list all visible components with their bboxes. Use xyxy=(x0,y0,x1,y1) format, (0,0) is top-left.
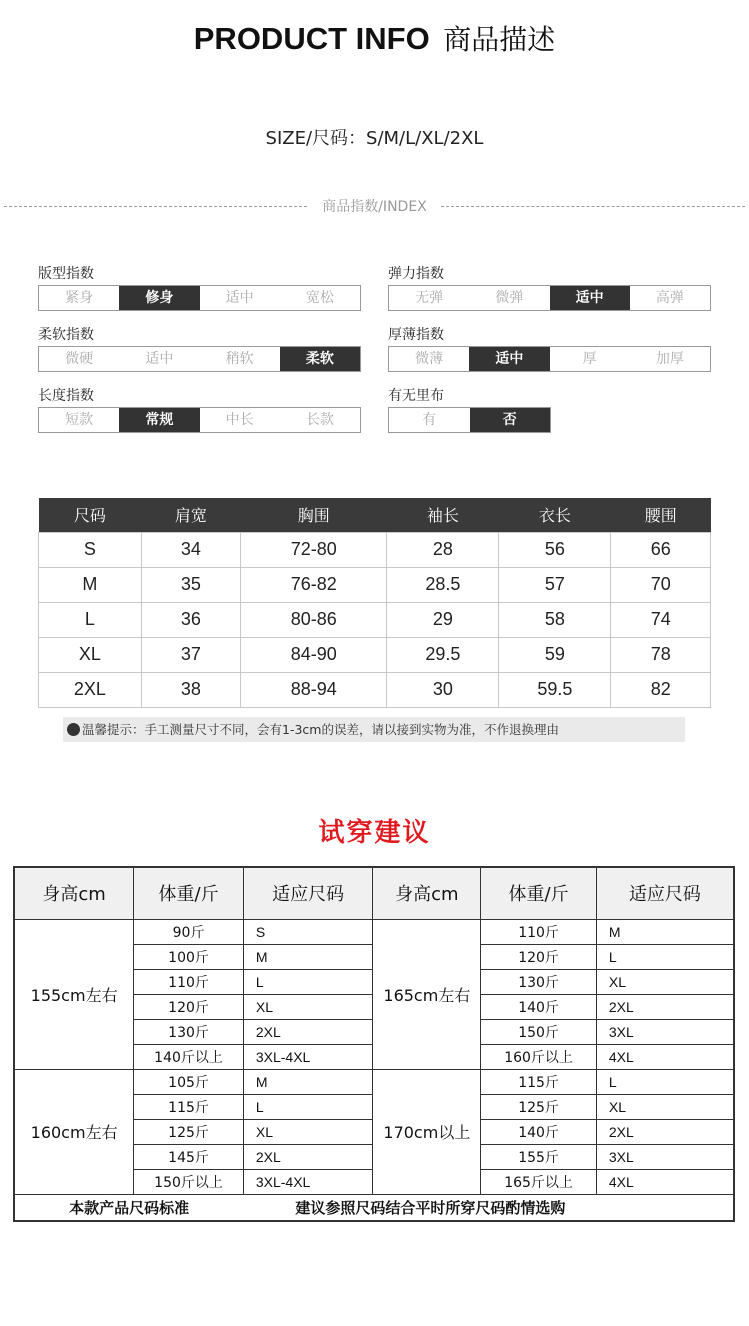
table-cell: 82 xyxy=(611,672,711,707)
column-header: 适应尺码 xyxy=(243,867,373,919)
size-line: SIZE/尺码：S/M/L/XL/2XL xyxy=(265,128,484,149)
table-cell: 58 xyxy=(499,602,611,637)
table-cell: 74 xyxy=(611,602,711,637)
size-cell: 2XL xyxy=(596,1119,734,1144)
table-cell: 78 xyxy=(611,637,711,672)
footer-right: 建议参照尺码结合平时所穿尺码酌情选购 xyxy=(243,1194,734,1221)
index-option: 短款 xyxy=(65,412,94,428)
index-scale xyxy=(388,407,551,433)
weight-cell: 105斤 xyxy=(134,1069,244,1094)
size-cell: L xyxy=(243,1094,373,1119)
table-cell: 34 xyxy=(141,532,241,567)
table-cell: 28.5 xyxy=(387,567,499,602)
index-option: 微薄 xyxy=(415,351,444,367)
index-scale xyxy=(38,346,361,372)
index-option-selected: 适中 xyxy=(469,347,549,371)
index-label: 商品指数/INDEX xyxy=(322,199,427,215)
weight-cell: 155斤 xyxy=(481,1144,597,1169)
column-header: 袖长 xyxy=(387,498,499,532)
weight-cell: 150斤以上 xyxy=(134,1169,244,1194)
index-title: 柔软指数 xyxy=(38,327,94,343)
size-cell: 3XL-4XL xyxy=(243,1169,373,1194)
table-row xyxy=(39,602,711,637)
index-block xyxy=(38,386,361,433)
index-option: 微弹 xyxy=(495,290,524,306)
weight-cell: 130斤 xyxy=(134,1019,244,1044)
index-option: 微硬 xyxy=(65,351,94,367)
table-cell: 30 xyxy=(387,672,499,707)
size-cell: M xyxy=(243,1069,373,1094)
height-cell: 170cm以上 xyxy=(373,1069,481,1194)
weight-cell: 140斤以上 xyxy=(134,1044,244,1069)
notice-text: 温馨提示：手工测量尺寸不同，会有1-3cm的误差，请以接到实物为准，不作退换理由 xyxy=(82,722,559,737)
size-cell: L xyxy=(596,944,734,969)
weight-cell: 160斤以上 xyxy=(481,1044,597,1069)
smiley-icon xyxy=(67,723,80,736)
table-row xyxy=(14,919,734,944)
weight-cell: 165斤以上 xyxy=(481,1169,597,1194)
size-cell: XL xyxy=(243,994,373,1019)
size-cell: 4XL xyxy=(596,1169,734,1194)
size-cell: XL xyxy=(243,1119,373,1144)
height-cell: 155cm左右 xyxy=(14,919,134,1069)
size-table-header xyxy=(39,498,711,532)
table-cell: 2XL xyxy=(39,672,142,707)
index-title: 长度指数 xyxy=(38,388,94,404)
table-cell: 59 xyxy=(499,637,611,672)
index-option: 高弹 xyxy=(655,290,684,306)
index-option-selected: 适中 xyxy=(550,286,630,310)
index-option: 适中 xyxy=(145,351,174,367)
size-cell: S xyxy=(243,919,373,944)
size-cell: M xyxy=(243,944,373,969)
table-cell: 57 xyxy=(499,567,611,602)
table-cell: 28 xyxy=(387,532,499,567)
index-option: 厚 xyxy=(582,351,597,367)
fit-table-header xyxy=(14,867,734,919)
index-option: 无弹 xyxy=(415,290,444,306)
size-cell: 3XL-4XL xyxy=(243,1044,373,1069)
table-cell: 80-86 xyxy=(241,602,387,637)
fit-table-footer xyxy=(14,1194,734,1221)
notice-bar xyxy=(63,717,685,742)
size-cell: XL xyxy=(596,1094,734,1119)
index-scale xyxy=(388,346,711,372)
table-cell: 70 xyxy=(611,567,711,602)
table-cell: 84-90 xyxy=(241,637,387,672)
index-option: 加厚 xyxy=(655,351,684,367)
weight-cell: 110斤 xyxy=(481,919,597,944)
column-header: 体重/斤 xyxy=(134,867,244,919)
table-cell: 36 xyxy=(141,602,241,637)
column-header: 身高cm xyxy=(14,867,134,919)
table-row xyxy=(39,637,711,672)
table-cell: M xyxy=(39,567,142,602)
index-option: 宽松 xyxy=(305,290,334,306)
page-title xyxy=(0,18,749,58)
table-row xyxy=(39,532,711,567)
table-cell: 76-82 xyxy=(241,567,387,602)
column-header: 胸围 xyxy=(241,498,387,532)
size-cell: M xyxy=(596,919,734,944)
size-cell: 2XL xyxy=(243,1144,373,1169)
table-cell: S xyxy=(39,532,142,567)
weight-cell: 125斤 xyxy=(481,1094,597,1119)
table-cell: 29 xyxy=(387,602,499,637)
index-title: 厚薄指数 xyxy=(388,327,444,343)
weight-cell: 90斤 xyxy=(134,919,244,944)
column-header: 腰围 xyxy=(611,498,711,532)
index-scale xyxy=(38,285,361,311)
advice-title: 试穿建议 xyxy=(318,818,431,848)
column-header: 身高cm xyxy=(373,867,481,919)
index-option-selected: 修身 xyxy=(119,286,199,310)
height-cell: 165cm左右 xyxy=(373,919,481,1069)
index-option: 长款 xyxy=(305,412,334,428)
title-cn: 商品描述 xyxy=(443,23,556,56)
index-block xyxy=(388,325,711,372)
table-cell: 59.5 xyxy=(499,672,611,707)
weight-cell: 100斤 xyxy=(134,944,244,969)
table-cell: 88-94 xyxy=(241,672,387,707)
table-cell: 29.5 xyxy=(387,637,499,672)
fit-table xyxy=(13,866,735,1222)
table-row xyxy=(39,567,711,602)
weight-cell: 150斤 xyxy=(481,1019,597,1044)
table-row xyxy=(14,1069,734,1094)
index-title: 有无里布 xyxy=(388,388,444,404)
table-cell: XL xyxy=(39,637,142,672)
index-block xyxy=(38,264,361,311)
index-scale xyxy=(388,285,711,311)
table-cell: 72-80 xyxy=(241,532,387,567)
table-row xyxy=(39,672,711,707)
table-cell: 56 xyxy=(499,532,611,567)
weight-cell: 115斤 xyxy=(481,1069,597,1094)
size-cell: 3XL xyxy=(596,1144,734,1169)
index-option-selected: 柔软 xyxy=(280,347,360,371)
weight-cell: 130斤 xyxy=(481,969,597,994)
footer-left: 本款产品尺码标准 xyxy=(14,1194,243,1221)
index-option: 稍软 xyxy=(225,351,254,367)
table-cell: 35 xyxy=(141,567,241,602)
height-cell: 160cm左右 xyxy=(14,1069,134,1194)
weight-cell: 145斤 xyxy=(134,1144,244,1169)
size-cell: XL xyxy=(596,969,734,994)
column-header: 衣长 xyxy=(499,498,611,532)
index-title: 版型指数 xyxy=(38,266,94,282)
size-cell: 3XL xyxy=(596,1019,734,1044)
weight-cell: 110斤 xyxy=(134,969,244,994)
index-option: 紧身 xyxy=(65,290,94,306)
index-block xyxy=(388,386,551,433)
weight-cell: 115斤 xyxy=(134,1094,244,1119)
size-cell: 2XL xyxy=(596,994,734,1019)
index-option: 有 xyxy=(422,412,437,428)
column-header: 适应尺码 xyxy=(596,867,734,919)
size-cell: 2XL xyxy=(243,1019,373,1044)
size-table xyxy=(38,498,711,708)
table-cell: 38 xyxy=(141,672,241,707)
column-header: 体重/斤 xyxy=(481,867,597,919)
weight-cell: 140斤 xyxy=(481,994,597,1019)
index-block xyxy=(38,325,361,372)
weight-cell: 125斤 xyxy=(134,1119,244,1144)
index-option-selected: 常规 xyxy=(119,408,199,432)
index-block xyxy=(388,264,711,311)
weight-cell: 140斤 xyxy=(481,1119,597,1144)
size-cell: L xyxy=(243,969,373,994)
index-option: 适中 xyxy=(225,290,254,306)
index-option: 中长 xyxy=(225,412,254,428)
weight-cell: 120斤 xyxy=(134,994,244,1019)
title-en: PRODUCT INFO xyxy=(193,21,430,56)
column-header: 尺码 xyxy=(39,498,142,532)
size-cell: 4XL xyxy=(596,1044,734,1069)
column-header: 肩宽 xyxy=(141,498,241,532)
table-cell: 37 xyxy=(141,637,241,672)
weight-cell: 120斤 xyxy=(481,944,597,969)
table-cell: 66 xyxy=(611,532,711,567)
index-scale xyxy=(38,407,361,433)
size-cell: L xyxy=(596,1069,734,1094)
table-cell: L xyxy=(39,602,142,637)
index-option-selected: 否 xyxy=(470,408,551,432)
index-title: 弹力指数 xyxy=(388,266,444,282)
